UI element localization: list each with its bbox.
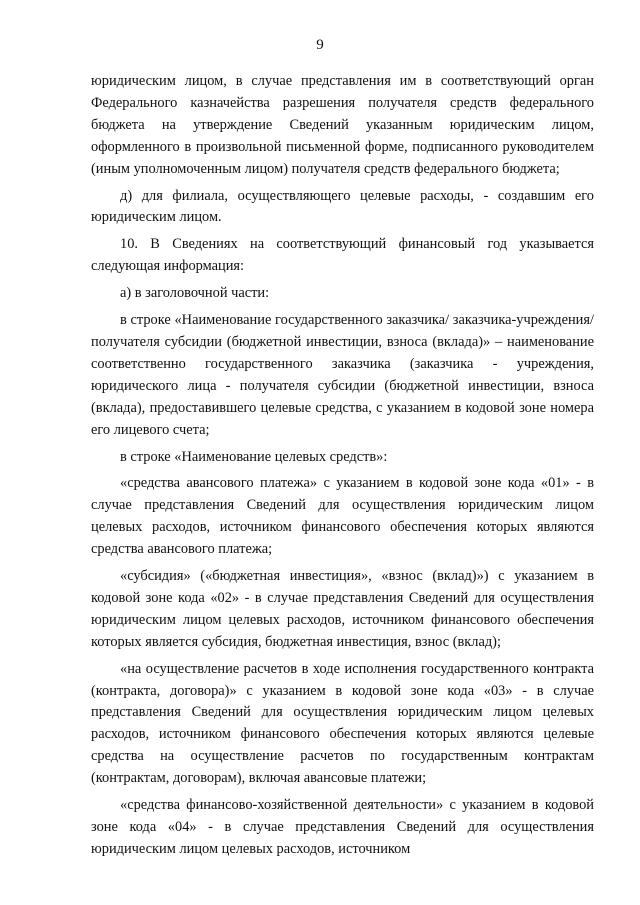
paragraph: «средства авансового платежа» с указанием в кодовой зоне кода «01» - в случае представления Сведений для осуществления юридическим лицом целевых расходов, источником финансового обеспечения которых являются средства авансового платежа;: [91, 475, 594, 558]
paragraph: в строке «Наименование целевых средств»:: [120, 448, 388, 465]
paragraph: «на осуществление расчетов в ходе исполнения государственного контракта (контракта, договора)» с указанием в кодовой зоне кода «03» - в случае представления Сведений для осуществления юридическим лицом целевых расходов, источником финансового обеспечения которых являются целевые средства на осуществление расчетов по государственным контрактам (контрактам, договорам), включая авансовые платежи;: [91, 660, 594, 787]
document-body: [91, 71, 594, 861]
paragraph: д) для филиала, осуществляющего целевые расходы, - создавшим его юридическим лицом.: [91, 187, 594, 226]
paragraph: юридическим лицом, в случае представления им в соответствующий орган Федерального казначейства разрешения получателя средств федерального бюджета на утверждение Сведений указанным юридическим лицом, оформленного в произвольной письменной форме, подписанного руководителем (иным уполномоченным лицом) получателя средств федерального бюджета;: [91, 73, 594, 177]
page-number: 9: [316, 37, 324, 53]
paragraph: 10. В Сведениях на соответствующий финансовый год указывается следующая информация:: [91, 236, 594, 275]
paragraph: в строке «Наименование государственного заказчика/ заказчика-учреждения/ получателя субсидии (бюджетной инвестиции, взноса (вклада)» – наименование соответственно государственного заказчика (заказчика - учреждения, юридического лица - получателя субсидии (бюджетной инвестиции, взноса (вклада), предоставившего целевые средства, с указанием в кодовой зоне номера его лицевого счета;: [91, 312, 594, 438]
paragraph: а) в заголовочной части:: [120, 285, 270, 302]
paragraph: «средства финансово-хозяйственной деятельности» с указанием в кодовой зоне кода «04» - в случае представления Сведений для осуществления юридическим лицом целевых расходов, источником: [91, 797, 594, 857]
paragraph: «субсидия» («бюджетная инвестиция», «взнос (вклад)») с указанием в кодовой зоне кода «02» - в случае представления Сведений для осуществления юридическим лицом целевых расходов, источником финансового обеспечения которых является субсидия, бюджетная инвестиция, взнос (вклад);: [91, 568, 594, 650]
